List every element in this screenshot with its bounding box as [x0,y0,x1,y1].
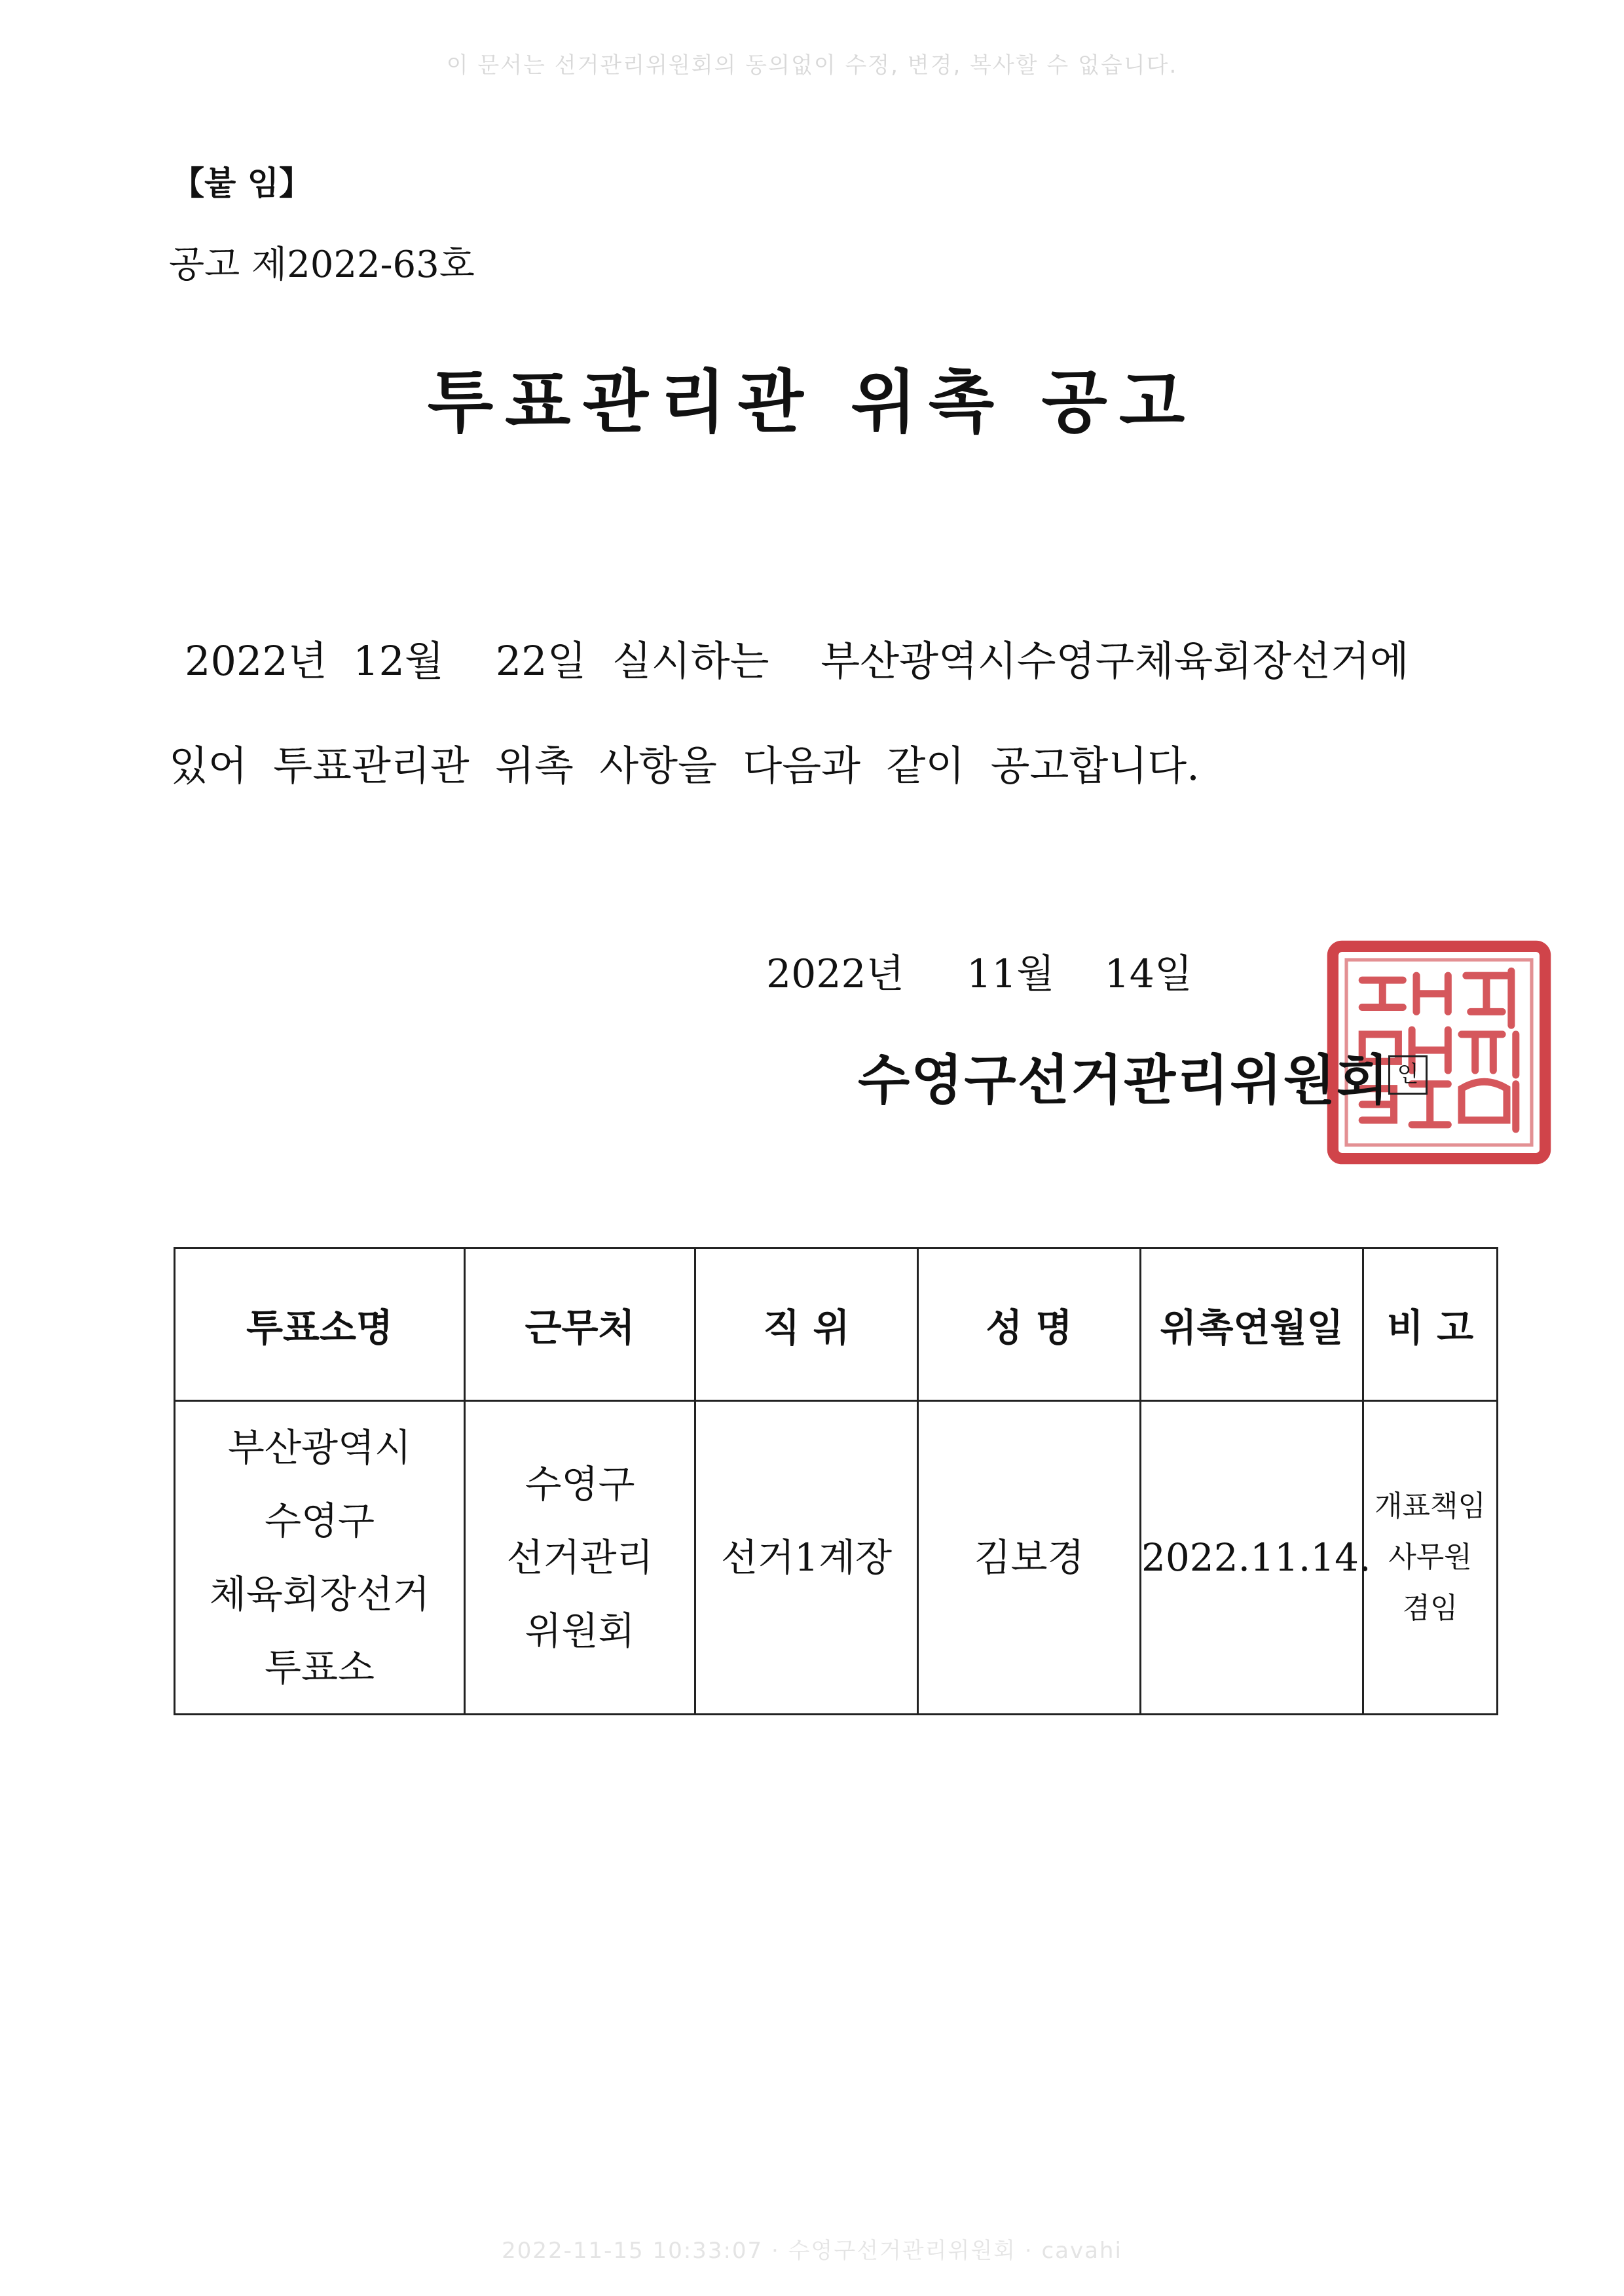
remarks-line: 사무원 [1388,1540,1472,1574]
cell-remarks [1363,1401,1498,1715]
cell-appointment-date: 2022.11.14. [1141,1401,1363,1715]
notice-number: 공고 제2022-63호 [169,244,475,286]
cell-position: 선거1계장 [695,1401,918,1715]
cell-workplace [465,1401,695,1715]
workplace-line: 수영구 [525,1462,635,1506]
appointment-table [174,1247,1498,1715]
header-name: 성 명 [918,1248,1141,1401]
workplace-line: 선거관리 [506,1535,654,1580]
remarks-line: 겸임 [1402,1592,1458,1625]
polling-place-line: 투표소 [264,1645,375,1690]
header-remarks: 비 고 [1363,1248,1498,1401]
seal-mark-box: 인 [1388,1055,1428,1095]
body-line-1: 2022년 12월 22일 실시하는 부산광역시수영구체육회장선거에 [185,637,1409,685]
polling-place-line: 수영구 [264,1499,375,1543]
table-header-row [175,1248,1498,1401]
workplace-line: 위원회 [525,1609,635,1653]
header-workplace: 근무처 [465,1248,695,1401]
notice-date: 2022년 11월 14일 [766,951,1192,997]
cell-name: 김보경 [918,1401,1141,1715]
polling-place-line: 체육회장선거 [209,1572,430,1616]
polling-place-line: 부산광역시 [227,1425,412,1470]
cell-polling-place [175,1401,465,1715]
header-polling-place: 투표소명 [175,1248,465,1401]
header-position: 직 위 [695,1248,918,1401]
body-line-2: 있어 투표관리관 위촉 사항을 다음과 같이 공고합니다. [169,742,1200,790]
bottom-watermark: 2022-11-15 10:33:07 · 수영구선거관리위원회 · cavahi [502,2238,1122,2264]
issuing-authority: 수영구선거관리위원회 [858,1049,1390,1112]
remarks-line: 개표책임 [1374,1489,1486,1523]
header-appointment-date: 위촉연월일 [1141,1248,1363,1401]
document-title: 투표관리관 위촉 공고 [427,362,1197,442]
table-row [175,1401,1498,1715]
attachment-label: 【붙 임】 [172,164,312,202]
top-watermark: 이 문서는 선거관리위원회의 동의없이 수정, 변경, 복사할 수 없습니다. [446,52,1178,79]
